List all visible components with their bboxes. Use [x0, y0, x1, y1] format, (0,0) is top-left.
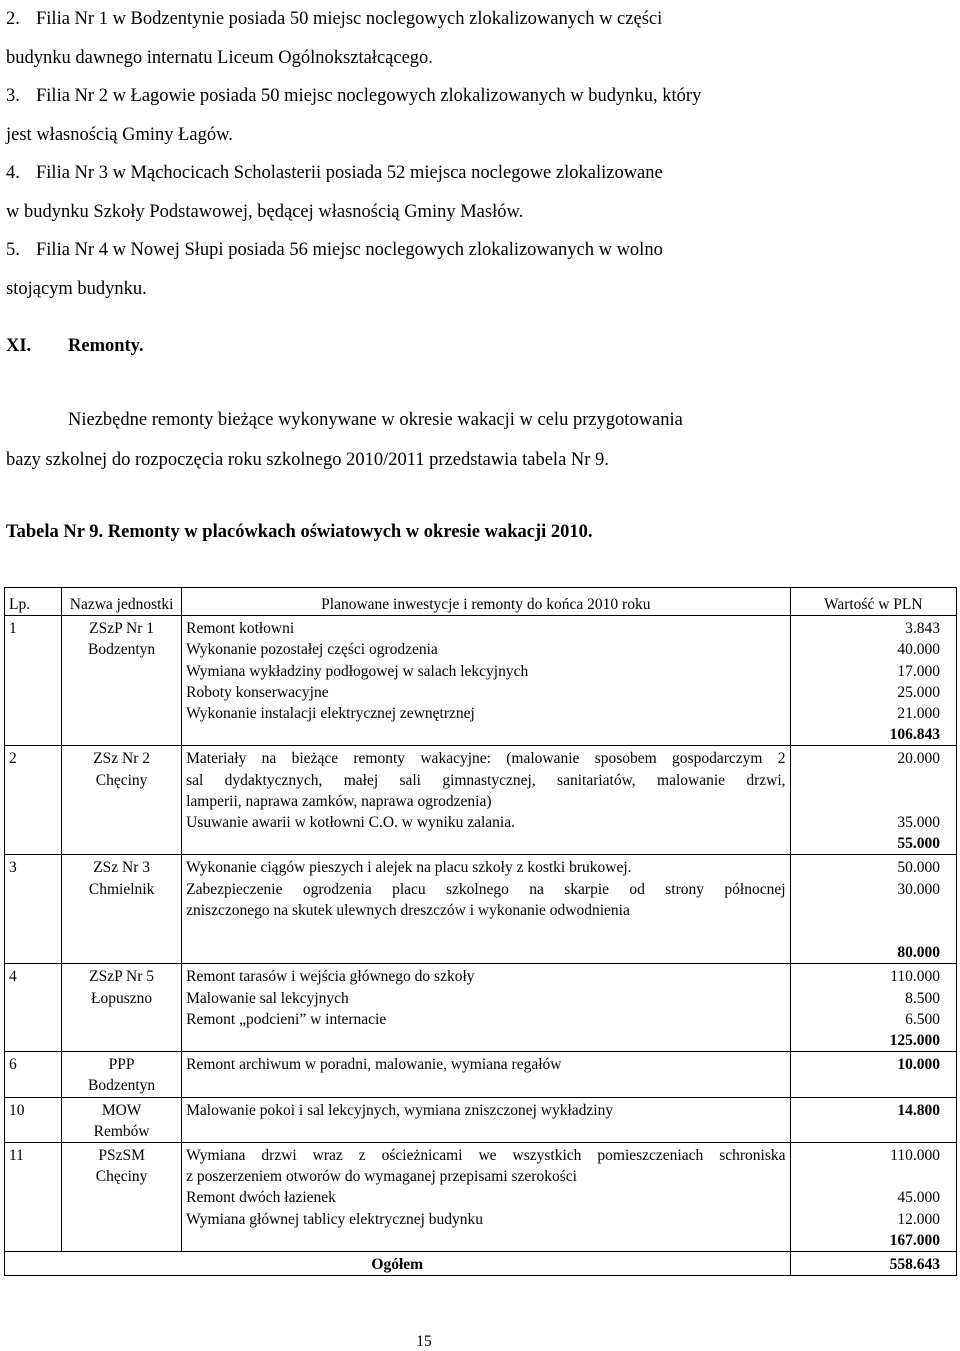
row-unit-name: ZSz Nr 3 Chmielnik [62, 855, 182, 964]
investment-item: Wykonanie pozostałej części ogrodzenia [186, 641, 438, 659]
item-value: 25.000 [897, 683, 940, 701]
page-number: 15 [416, 1333, 432, 1350]
investment-item: Roboty konserwacyjne [186, 683, 329, 701]
header-value: Wartość w PLN [790, 588, 956, 616]
row-values [790, 964, 956, 1052]
investment-item: Wykonanie instalacji elektrycznej zewnętrznej [186, 705, 475, 723]
list-item: 3. Filia Nr 2 w Łagowie posiada 50 miejsc noclegowych zlokalizowanych w budynku, który [6, 86, 702, 106]
section-heading [6, 336, 144, 357]
total-value: 558.643 [790, 1252, 956, 1276]
row-lp: 11 [5, 1143, 62, 1252]
row-lp: 6 [5, 1052, 62, 1097]
investment-item: Remont archiwum w poradni, malowanie, wymiana regałów [186, 1056, 562, 1074]
investment-item [186, 921, 785, 942]
row-subtotal: 167.000 [889, 1231, 940, 1249]
row-subtotal: 106.843 [889, 726, 940, 744]
investment-item: Wykonanie ciągów pieszych i alejek na placu szkoły z kostki brukowej. [186, 859, 632, 877]
investment-item: lamperii, naprawa zamków, naprawa ogrodzenia) [186, 792, 492, 810]
renovations-table [4, 587, 957, 1276]
row-subtotal: 14.800 [897, 1101, 940, 1119]
table-row [5, 855, 957, 964]
item-value [795, 770, 940, 791]
row-investments [182, 1052, 790, 1097]
investment-item: Malowanie pokoi i sal lekcyjnych, wymiana zniszczonej wykładziny [186, 1101, 614, 1119]
header-lp: Lp. [5, 588, 62, 616]
total-label: Ogółem [5, 1252, 791, 1276]
row-lp: 4 [5, 964, 62, 1052]
investment-item: Malowanie sal lekcyjnych [186, 989, 349, 1007]
row-values [790, 1143, 956, 1252]
row-unit-name: PPP Bodzentyn [62, 1052, 182, 1097]
investment-item: Remont „podcieni” w internacie [186, 1010, 387, 1028]
investment-item: Zabezpieczenie ogrodzenia placu szkolnego na skarpie od strony północnej [186, 880, 786, 898]
item-value: 17.000 [897, 662, 940, 680]
item-value: 12.000 [897, 1210, 940, 1228]
item-value: 30.000 [897, 880, 940, 898]
row-lp: 1 [5, 616, 62, 746]
row-lp: 3 [5, 855, 62, 964]
investment-item: Wymiana drzwi wraz z ościeżnicami we wszystkich pomieszczeniach schroniska [186, 1147, 786, 1165]
item-value: 20.000 [897, 750, 940, 768]
item-value: 110.000 [890, 1147, 940, 1165]
item-value: 21.000 [897, 705, 940, 723]
row-values [790, 1097, 956, 1142]
row-subtotal: 125.000 [889, 1032, 940, 1050]
row-values [790, 746, 956, 855]
list-item: 4. Filia Nr 3 w Mąchocicach Scholasterii posiada 52 miejsca noclegowe zlokalizowane [6, 163, 663, 183]
list-item-continuation: stojącym budynku. [6, 278, 147, 299]
header-name: Nazwa jednostki [62, 588, 182, 616]
table-header-row [5, 588, 957, 616]
item-value: 35.000 [897, 814, 940, 832]
row-unit-name: MOW Rembów [62, 1097, 182, 1142]
row-unit-name: ZSz Nr 2 Chęciny [62, 746, 182, 855]
item-value [795, 791, 940, 812]
list-item-continuation: budynku dawnego internatu Liceum Ogólnokształcącego. [6, 47, 433, 68]
table-row [5, 616, 957, 746]
investment-item: Remont tarasów i wejścia głównego do szkoły [186, 968, 475, 986]
row-investments [182, 616, 790, 746]
row-unit-name: ZSzP Nr 5 Łopuszno [62, 964, 182, 1052]
item-value: 40.000 [897, 641, 940, 659]
item-value: 45.000 [897, 1189, 940, 1207]
row-values [790, 855, 956, 964]
item-value: 6.500 [905, 1010, 940, 1028]
row-investments [182, 855, 790, 964]
row-investments [182, 746, 790, 855]
list-item-continuation: jest własnością Gminy Łagów. [6, 124, 233, 145]
item-value [795, 1166, 940, 1187]
row-lp: 2 [5, 746, 62, 855]
list-item-continuation: w budynku Szkoły Podstawowej, będącej własnością Gminy Masłów. [6, 201, 524, 222]
item-value: 50.000 [897, 859, 940, 877]
row-subtotal: 80.000 [897, 944, 940, 962]
item-value: 110.000 [890, 968, 940, 986]
row-subtotal: 10.000 [897, 1056, 940, 1074]
list-item: 2. Filia Nr 1 w Bodzentynie posiada 50 miejsc noclegowych zlokalizowanych w części [6, 9, 663, 29]
investment-item: Usuwanie awarii w kotłowni C.O. w wyniku zalania. [186, 814, 515, 832]
table-row [5, 1097, 957, 1142]
item-value: 3.843 [905, 620, 940, 638]
row-values [790, 1052, 956, 1097]
investment-item: sal dydaktycznych, małej sali gimnastycznej, sanitariatów, malowanie drzwi, [186, 771, 786, 789]
list-item: 5. Filia Nr 4 w Nowej Słupi posiada 56 miejsc noclegowych zlokalizowanych w wolno [6, 240, 663, 260]
table-caption: Tabela Nr 9. Remonty w placówkach oświatowych w okresie wakacji 2010. [6, 522, 593, 542]
row-investments [182, 1097, 790, 1142]
investment-item: Wymiana wykładziny podłogowej w salach lekcyjnych [186, 662, 529, 680]
section-number: XI. [6, 336, 32, 356]
row-subtotal: 55.000 [897, 835, 940, 853]
table-row [5, 1052, 957, 1097]
table-row [5, 1143, 957, 1252]
row-unit-name: PSzSM Chęciny [62, 1143, 182, 1252]
item-value: 8.500 [905, 989, 940, 1007]
row-lp: 10 [5, 1097, 62, 1142]
section-title: Remonty. [68, 336, 144, 356]
investment-item: Wymiana głównej tablicy elektrycznej budynku [186, 1210, 484, 1228]
row-investments [182, 1143, 790, 1252]
facility-list [6, 0, 946, 308]
investment-item: Materiały na bieżące remonty wakacyjne: (malowanie sposobem gospodarczym 2 [186, 750, 786, 768]
item-value [795, 921, 940, 942]
table-row [5, 746, 957, 855]
row-unit-name: ZSzP Nr 1 Bodzentyn [62, 616, 182, 746]
header-investments: Planowane inwestycje i remonty do końca 2010 roku [182, 588, 790, 616]
investment-item: zniszczonego na skutek ulewnych dreszczów i wykonanie odwodnienia [186, 901, 630, 919]
intro-paragraph: Niezbędne remonty bieżące wykonywane w okresie wakacji w celu przygotowania bazy szkolnej do rozpoczęcia roku szkolnego 2010/2011 przedstawia tabela Nr 9. [6, 410, 683, 470]
total-row [5, 1252, 957, 1276]
investment-item: z poszerzeniem otworów do wymaganej przepisami szerokości [186, 1168, 577, 1186]
row-values [790, 616, 956, 746]
row-investments [182, 964, 790, 1052]
investment-item: Remont kotłowni [186, 620, 295, 638]
table-row [5, 964, 957, 1052]
investment-item: Remont dwóch łazienek [186, 1189, 336, 1207]
item-value [795, 900, 940, 921]
